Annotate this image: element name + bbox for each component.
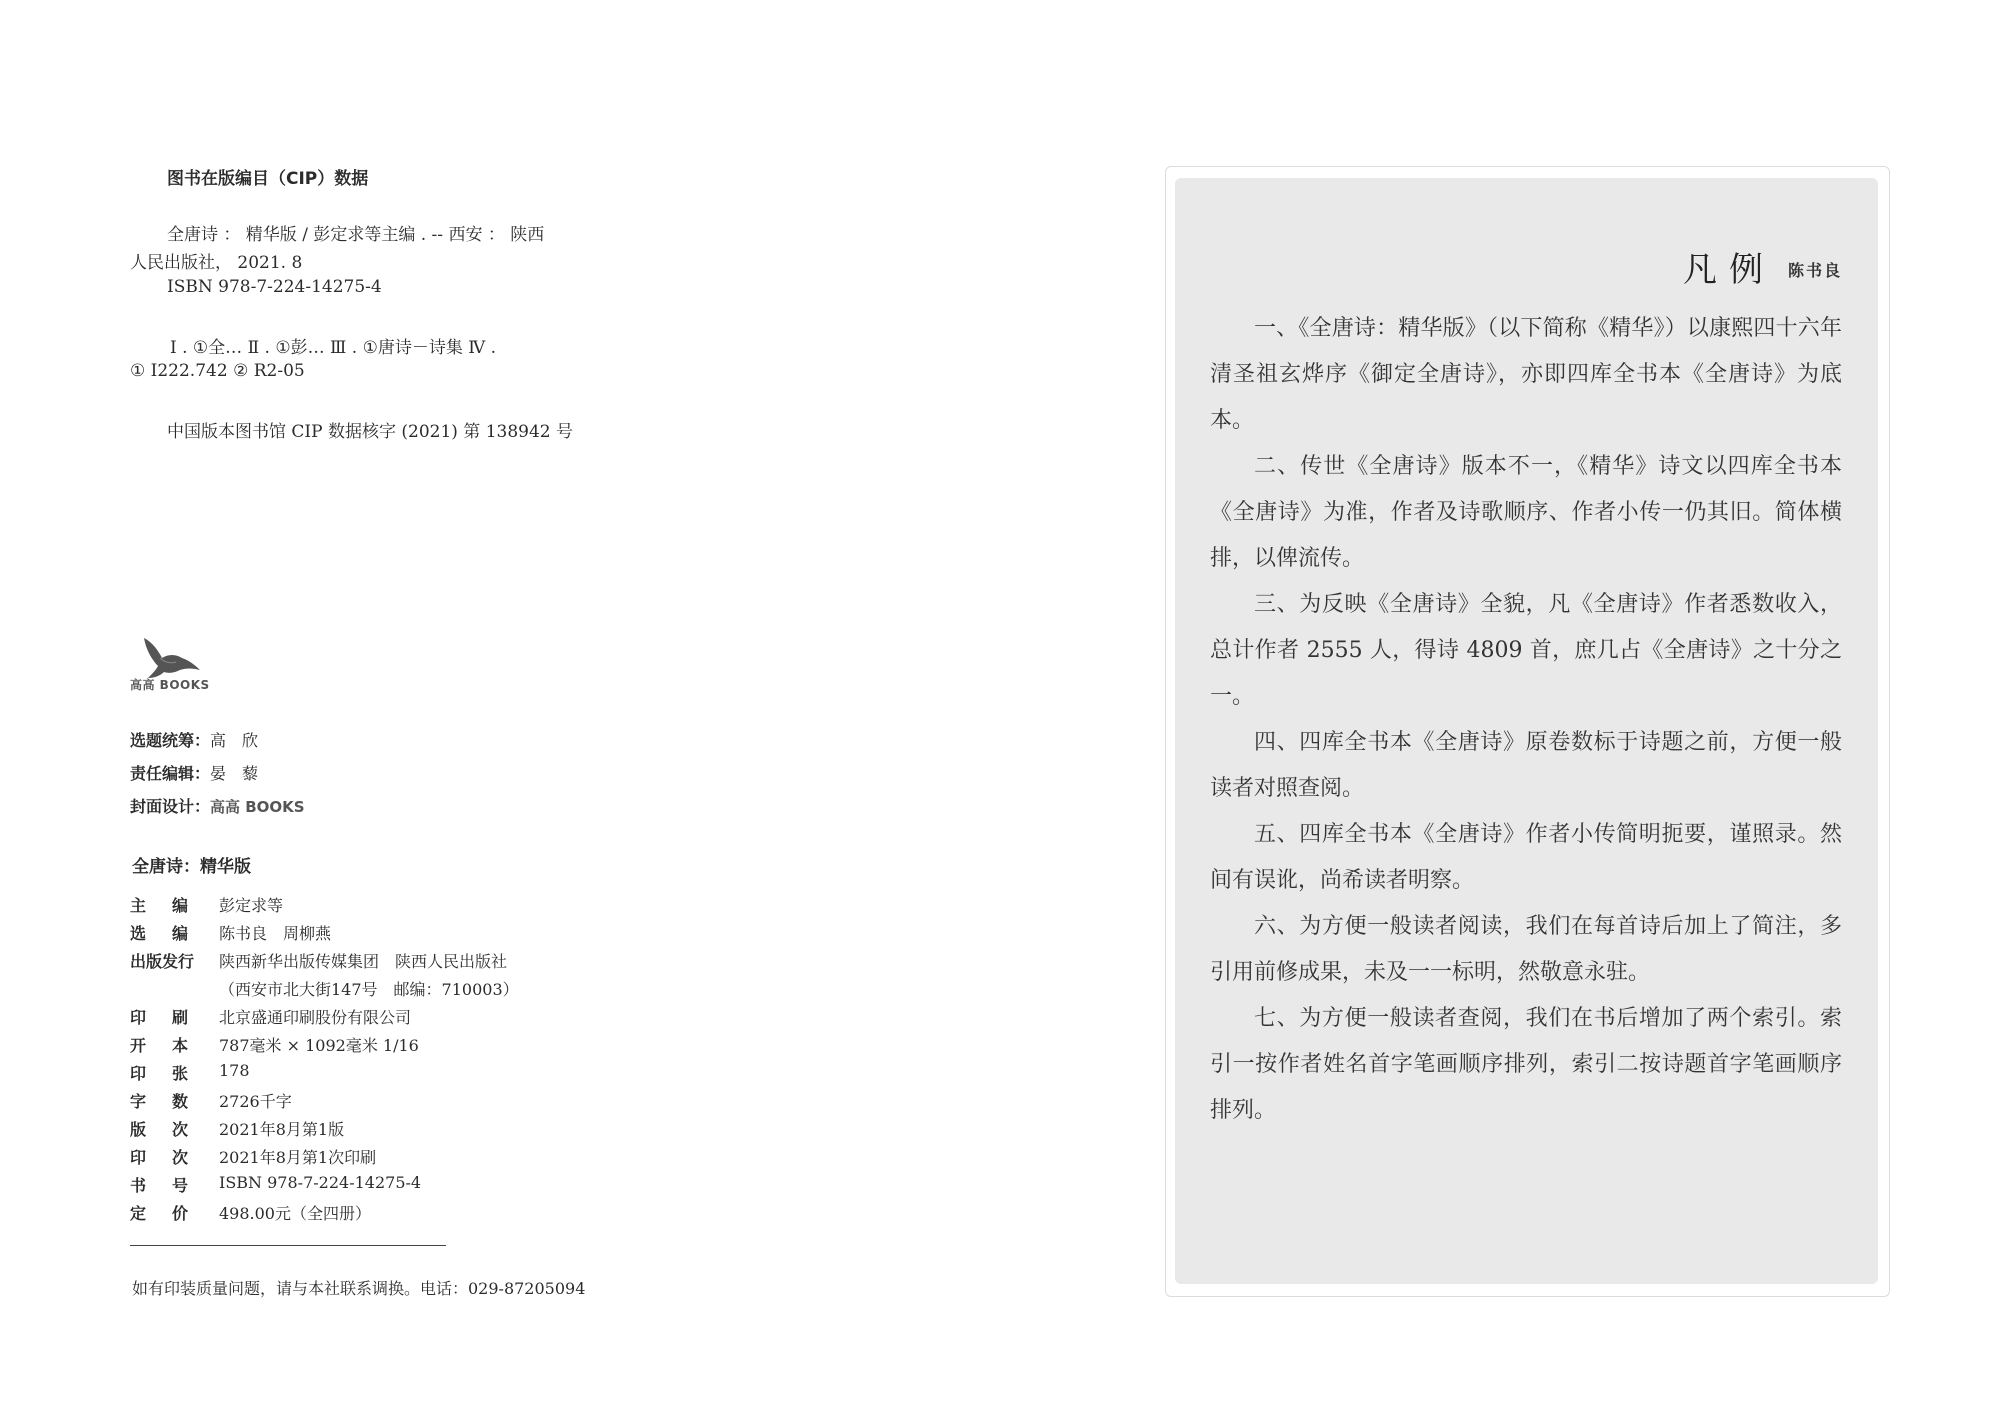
info-value: 陕西新华出版传媒集团 陕西人民出版社: [219, 952, 508, 971]
fanli-author: 陈书良: [1788, 261, 1843, 280]
info-row: [130, 1089, 292, 1112]
staff-label: 责任编辑：: [130, 764, 211, 783]
book-title: 全唐诗：精华版: [132, 857, 251, 877]
info-value: 北京盛通印刷股份有限公司: [219, 1008, 412, 1027]
publisher-logo-text: 高高 BOOKS: [130, 678, 210, 692]
info-label: 字数: [130, 1092, 215, 1111]
staff-value: 高高 BOOKS: [210, 798, 305, 816]
info-row: [130, 1005, 411, 1028]
rule-paragraph: 二、传世《全唐诗》版本不一，《精华》诗文以四库全书本《全唐诗》为准，作者及诗歌顺序、作者小传一仍其旧。简体横排，以俾流传。: [1210, 454, 1842, 571]
info-row: [130, 1061, 250, 1084]
info-row: [130, 1145, 376, 1168]
cip-line-2: 人民出版社， 2021. 8: [130, 253, 303, 273]
rule-paragraph: 七、为方便一般读者查阅，我们在书后增加了两个索引。索引一按作者姓名首字笔画顺序排列，索引二按诗题首字笔画顺序排列。: [1210, 1006, 1842, 1123]
cip-line-record-number: 中国版本图书馆 CIP 数据核字 (2021) 第 138942 号: [167, 422, 574, 442]
cip-line-1: 全唐诗 ： 精华版 / 彭定求等主编 . -- 西安 ： 陕西: [167, 225, 545, 245]
info-row: [130, 977, 519, 1000]
info-value: 2021年8月第1版: [219, 1120, 345, 1139]
info-row: [130, 893, 283, 916]
info-row: [130, 1033, 419, 1056]
info-value: 787毫米 × 1092毫米 1/16: [219, 1036, 419, 1055]
info-label: 书号: [130, 1176, 215, 1195]
cip-line-classification: Ⅰ . ①全… Ⅱ . ①彭… Ⅲ . ①唐诗－诗集 Ⅳ .: [170, 338, 497, 358]
staff-label: 封面设计：: [130, 797, 211, 816]
info-value: 彭定求等: [219, 896, 284, 915]
info-value: 498.00元（全四册）: [219, 1204, 371, 1223]
info-label: [130, 977, 219, 1000]
info-label: 选编: [130, 924, 215, 943]
info-value: 陈书良 周柳燕: [219, 924, 332, 943]
staff-row-editor: [130, 761, 258, 784]
info-row: [130, 1201, 371, 1224]
rule-paragraph: 三、为反映《全唐诗》全貌，凡《全唐诗》作者悉数收入，总计作者 2555 人，得诗 4809 首，庶几占《全唐诗》之十分之一。: [1210, 592, 1842, 709]
staff-label: 选题统筹：: [130, 731, 211, 750]
rule-paragraph: 五、四库全书本《全唐诗》作者小传简明扼要，谨照录。然间有误讹，尚希读者明察。: [1210, 822, 1842, 893]
info-row: [130, 1173, 421, 1196]
staff-row-cover-design: [130, 794, 305, 817]
cip-line-isbn: ISBN 978-7-224-14275-4: [167, 277, 382, 297]
info-value: （西安市北大街147号 邮编：710003）: [219, 980, 519, 999]
info-value: 2726千字: [219, 1092, 292, 1111]
rule-paragraph: 四、四库全书本《全唐诗》原卷数标于诗题之前，方便一般读者对照查阅。: [1210, 730, 1842, 801]
quality-contact-note: 如有印装质量问题，请与本社联系调换。电话：029-87205094: [132, 1279, 586, 1298]
info-row: [130, 921, 331, 944]
staff-value: 晏 藜: [210, 764, 259, 783]
rule-paragraph: 一、《全唐诗：精华版》（以下简称《精华》）以康熙四十六年清圣祖玄烨序《御定全唐诗》，亦即四库全书本《全唐诗》为底本。: [1210, 316, 1842, 433]
info-label: 版次: [130, 1120, 215, 1139]
info-value: ISBN 978-7-224-14275-4: [219, 1173, 422, 1192]
info-row: [130, 949, 507, 972]
info-label: 定价: [130, 1204, 215, 1223]
fanli-rules: [1210, 306, 1842, 1134]
fanli-title: 凡例: [1683, 250, 1775, 290]
staff-value: 高 欣: [210, 731, 259, 750]
divider: [130, 1245, 446, 1246]
info-label: 主编: [130, 896, 215, 915]
info-label: 印张: [130, 1064, 215, 1083]
info-row: [130, 1117, 344, 1140]
info-label: 印刷: [130, 1008, 215, 1027]
info-value: 2021年8月第1次印刷: [219, 1148, 377, 1167]
info-label: 印次: [130, 1148, 215, 1167]
cip-line-codes: ① I222.742 ② R2-05: [130, 361, 305, 381]
info-label: 出版发行: [130, 952, 195, 971]
rule-paragraph: 六、为方便一般读者阅读，我们在每首诗后加上了简注，多引用前修成果，未及一一标明，然敬意永驻。: [1210, 914, 1842, 985]
staff-row-planning: [130, 728, 258, 751]
info-value: 178: [219, 1061, 250, 1080]
info-label: 开本: [130, 1036, 215, 1055]
cip-heading: 图书在版编目（CIP）数据: [167, 169, 369, 189]
